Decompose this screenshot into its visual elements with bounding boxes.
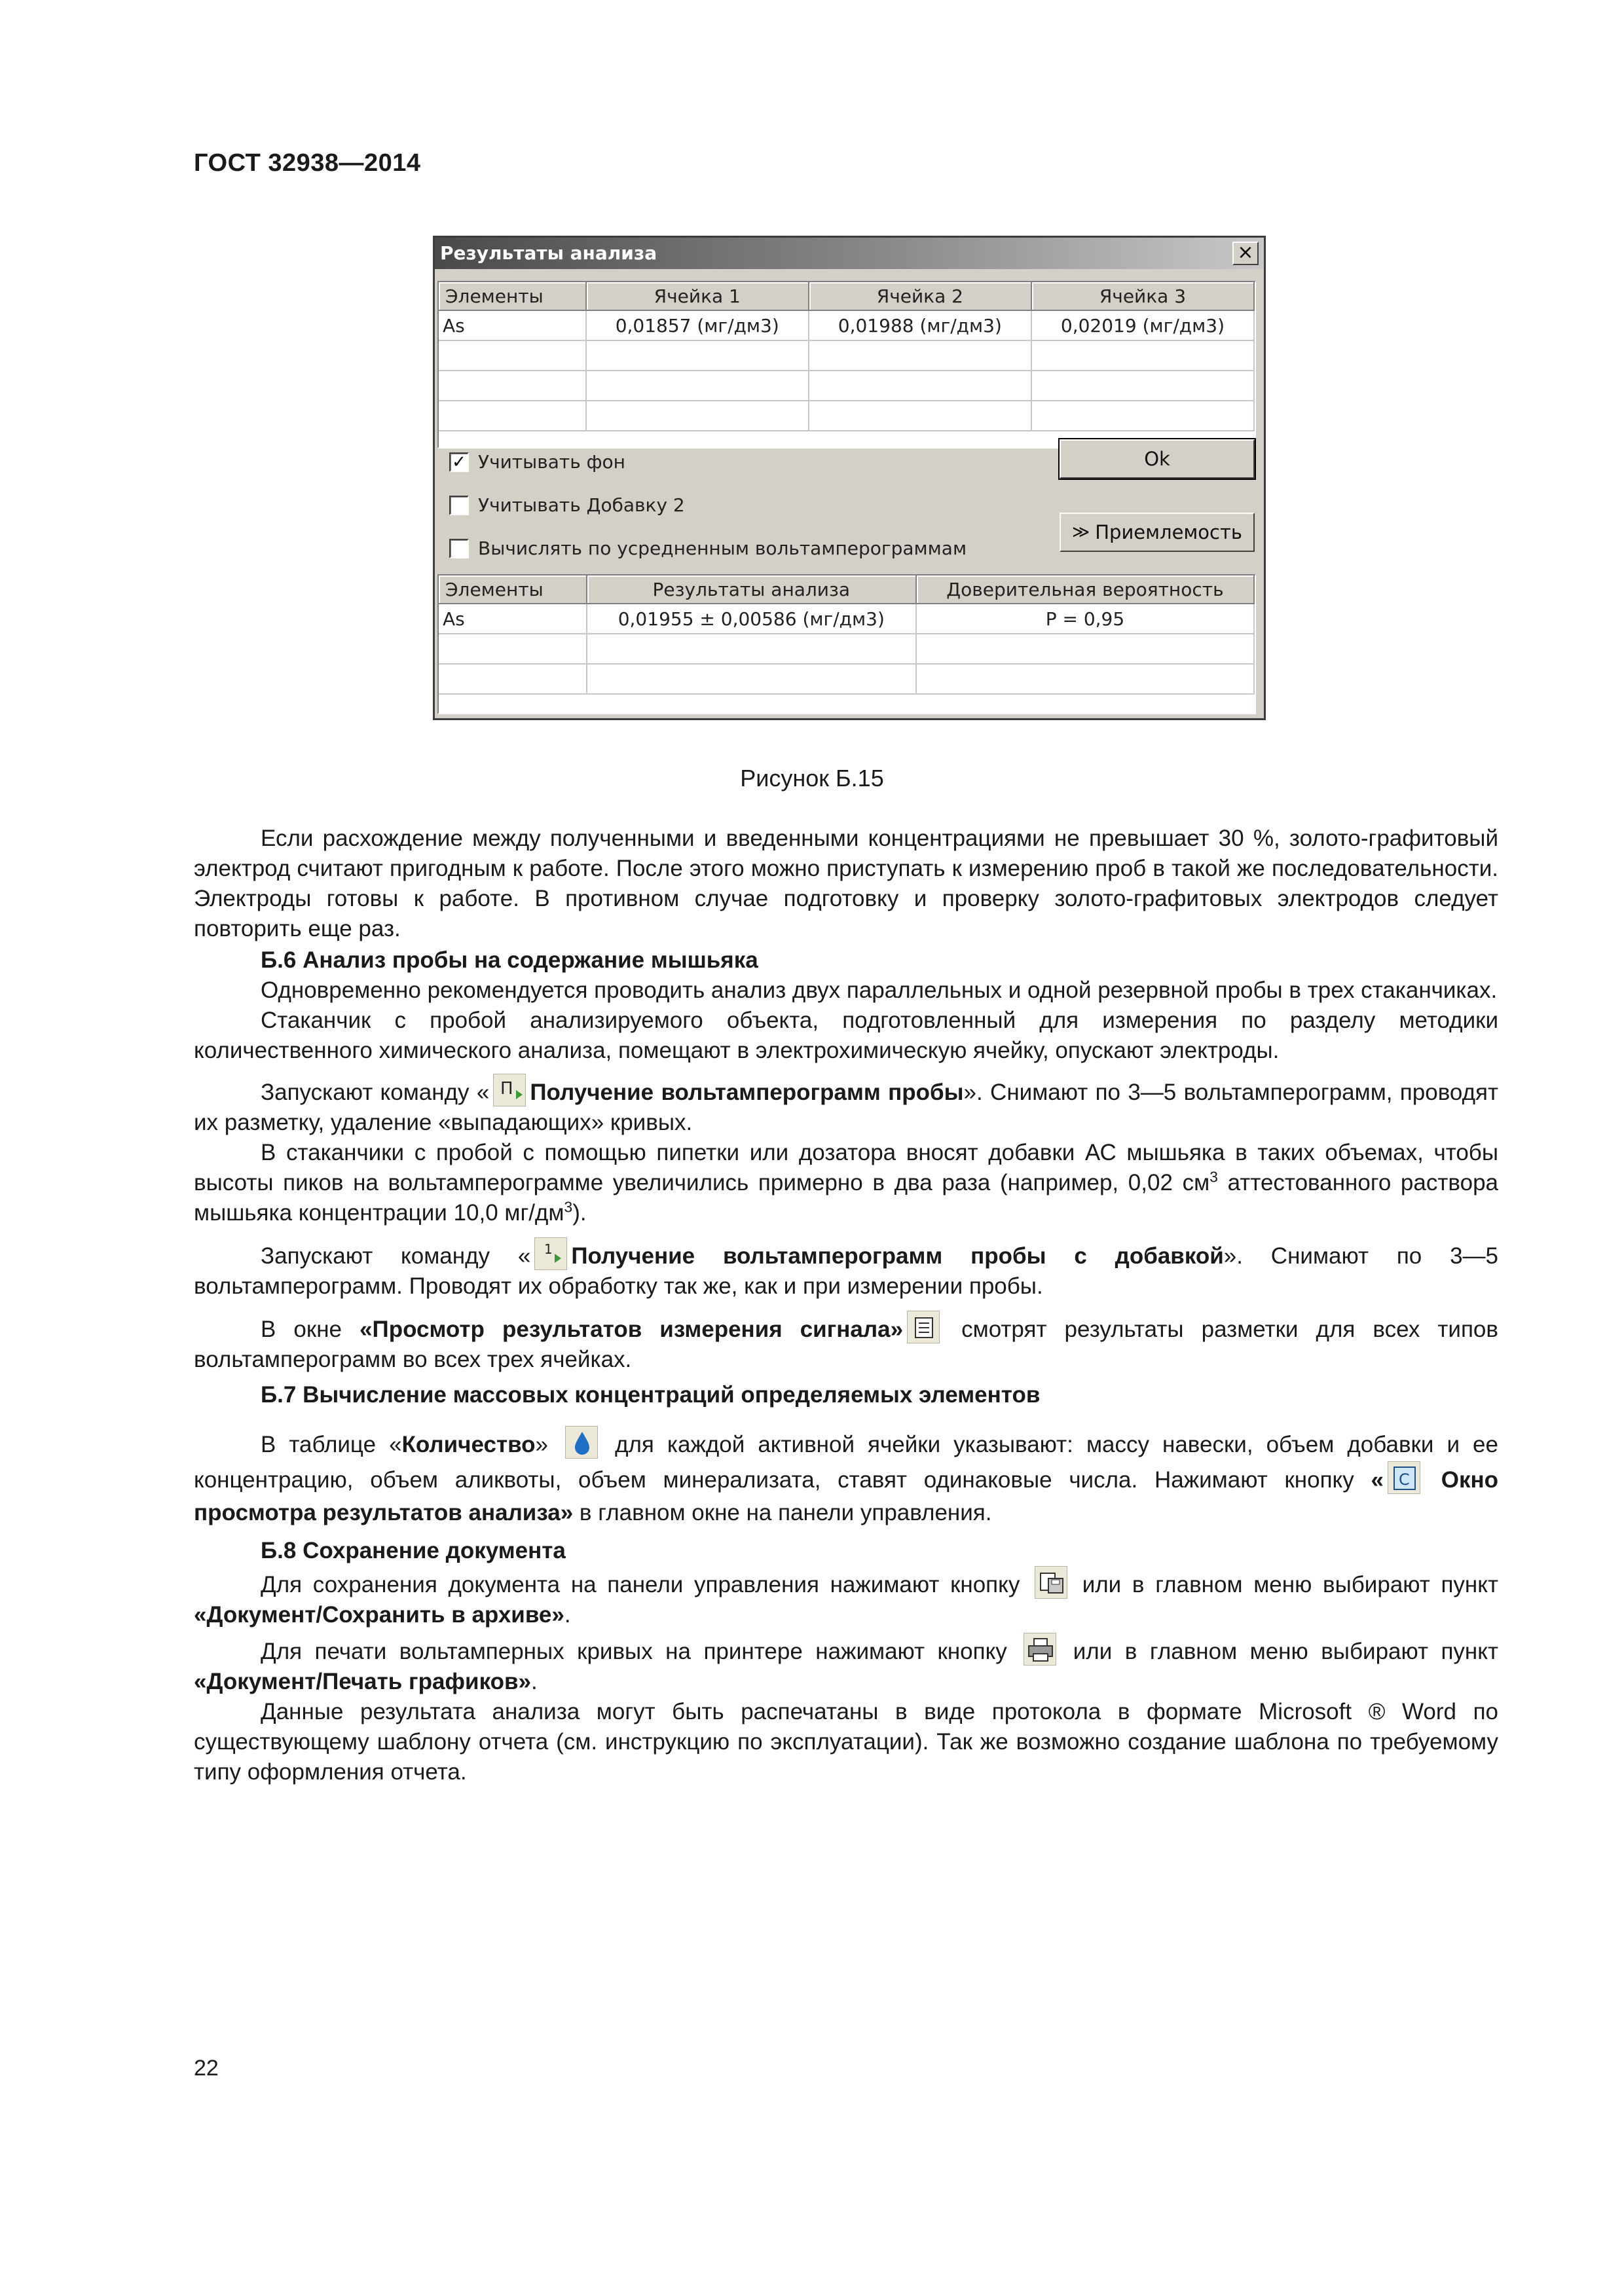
section-heading-b6: Б.6 Анализ пробы на содержание мышьяка (261, 947, 758, 973)
ok-label: Ok (1144, 448, 1170, 470)
additive-checkbox[interactable] (449, 496, 469, 515)
paragraph: В таблице «Количество» для каждой активной ячейки указывают: массу навески, объем добавки и ее концентрацию, объем аликвоты, объем минерализата, ставят одинаковые числа. Нажимают кнопку « C Окно просмотра результатов анализа» в главном окне на панели управления. (194, 1426, 1498, 1529)
paragraph: Для сохранения документа на панели управления нажимают кнопку или в главном меню выбирают пункт «Документ/Сохранить в архиве». (194, 1566, 1498, 1630)
averaged-label: Вычислять по усредненным вольтамперограммам (478, 538, 967, 559)
table-row (439, 634, 1254, 664)
paragraph: Запускают команду « 1 Получение вольтамперограмм пробы с добавкой». Снимают по 3—5 вольтамперограмм. Проводят их обработку так же, как и при измерении пробы. (194, 1237, 1498, 1302)
paragraph: Стаканчик с пробой анализируемого объекта, подготовленный для измерения по разделу методики количественного химического анализа, помещают в электрохимическую ячейку, опускают электроды. (194, 1008, 1498, 1063)
background-checkbox[interactable]: ✓ (449, 452, 469, 472)
averaged-checkbox[interactable] (449, 539, 469, 558)
column-header[interactable]: Доверительная вероятность (916, 575, 1254, 604)
paragraph: Данные результата анализа могут быть распечатаны в виде протокола в формате Microsoft ® Word по существующему шаблону отчета (см. инструкцию по эксплуатации). Так же возможно создание шаблона по требуемому типу оформления отчета. (194, 1699, 1498, 1785)
printer-icon (1024, 1633, 1056, 1666)
table-row (439, 371, 1254, 401)
table-row[interactable] (439, 604, 1254, 634)
receive-sample-icon (493, 1074, 526, 1106)
signal-results-icon (907, 1311, 940, 1343)
section-heading-b8: Б.8 Сохранение документа (261, 1538, 566, 1563)
table-cell: As (439, 604, 587, 634)
paragraph: Для печати вольтамперных кривых на принтере нажимают кнопку или в главном меню выбирают пункт «Документ/Печать графиков». (194, 1633, 1498, 1697)
table-row[interactable] (439, 310, 1254, 340)
table-cell: As (439, 310, 586, 340)
save-archive-icon (1035, 1566, 1067, 1599)
table-cell: P = 0,95 (916, 604, 1254, 634)
table-row (439, 340, 1254, 371)
results-dialog (433, 236, 1266, 720)
check-additive-row[interactable] (449, 494, 685, 516)
column-header[interactable]: Ячейка 2 (809, 282, 1031, 310)
paragraph: Одновременно рекомендуется проводить анализ двух параллельных и одной резервной пробы в трех стаканчиках. (261, 977, 1498, 1003)
table-cell: 0,01857 (мг/дм3) (586, 310, 809, 340)
dialog-titlebar (435, 238, 1264, 269)
background-label: Учитывать фон (478, 451, 625, 473)
figure-caption: Рисунок Б.15 (740, 765, 884, 792)
column-header[interactable]: Ячейка 1 (586, 282, 809, 310)
table-cell: 0,01955 ± 0,00586 (мг/дм3) (587, 604, 916, 634)
ok-button[interactable] (1060, 439, 1255, 479)
table-cell: 0,01988 (мг/дм3) (809, 310, 1031, 340)
acceptability-label: Приемлемость (1095, 521, 1242, 543)
check-averaged-row[interactable] (449, 538, 967, 559)
page-number: 22 (194, 2056, 219, 2081)
results-window-icon (1388, 1461, 1420, 1494)
document-code: ГОСТ 32938—2014 (194, 149, 421, 177)
acceptability-button[interactable] (1060, 513, 1255, 552)
receive-sample-additive-icon (534, 1237, 567, 1270)
paragraph: Запускают команду « П Получение вольтамперограмм пробы». Снимают по 3—5 вольтамперограмм, проводят их разметку, удаление «выпадающих» кривых. (194, 1074, 1498, 1138)
column-header[interactable]: Элементы (439, 575, 587, 604)
cells-results-table[interactable] (437, 281, 1256, 448)
svg-text:П: П (500, 1079, 513, 1099)
table-cell: 0,02019 (мг/дм3) (1031, 310, 1254, 340)
table-row (439, 664, 1254, 694)
paragraph: Если расхождение между полученными и введенными концентрациями не превышает 30 %, золото-графитовый электрод считают пригодным к работе. После этого можно приступать к измерению проб в такой же последовательности. Электроды готовы к работе. В противном случае подготовку и проверку золото-графитовых электродов следует повторить еще раз. (194, 826, 1498, 941)
column-header[interactable]: Результаты анализа (587, 575, 916, 604)
column-header[interactable]: Ячейка 3 (1031, 282, 1254, 310)
document-body (194, 824, 1498, 1787)
table-row (439, 401, 1254, 431)
additive-label: Учитывать Добавку 2 (478, 494, 685, 516)
chevron-down-icon: ≫ (1072, 522, 1090, 542)
paragraph: В окне «Просмотр результатов измерения сигнала» смотрят результаты разметки для всех типов вольтамперограмм во всех трех ячейках. (194, 1311, 1498, 1375)
column-header[interactable]: Элементы (439, 282, 586, 310)
close-button[interactable]: × (1232, 242, 1259, 265)
dialog-title: Результаты анализа (440, 242, 657, 264)
section-heading-b7: Б.7 Вычисление массовых концентраций определяемых элементов (261, 1382, 1041, 1408)
analysis-results-table[interactable] (437, 574, 1256, 714)
svg-text:C: C (1398, 1470, 1410, 1489)
check-background-row[interactable] (449, 451, 625, 473)
drop-icon (565, 1426, 598, 1459)
paragraph: В стаканчики с пробой с помощью пипетки или дозатора вносят добавки АС мышьяка в таких объемах, чтобы высоты пиков на вольтамперограмме увеличились примерно в два раза (например, 0,02 $см^3$ аттестованного раствора мышьяка концентрации 10,0 $мг/дм^3$). (194, 1140, 1498, 1226)
svg-text:1: 1 (544, 1241, 553, 1257)
